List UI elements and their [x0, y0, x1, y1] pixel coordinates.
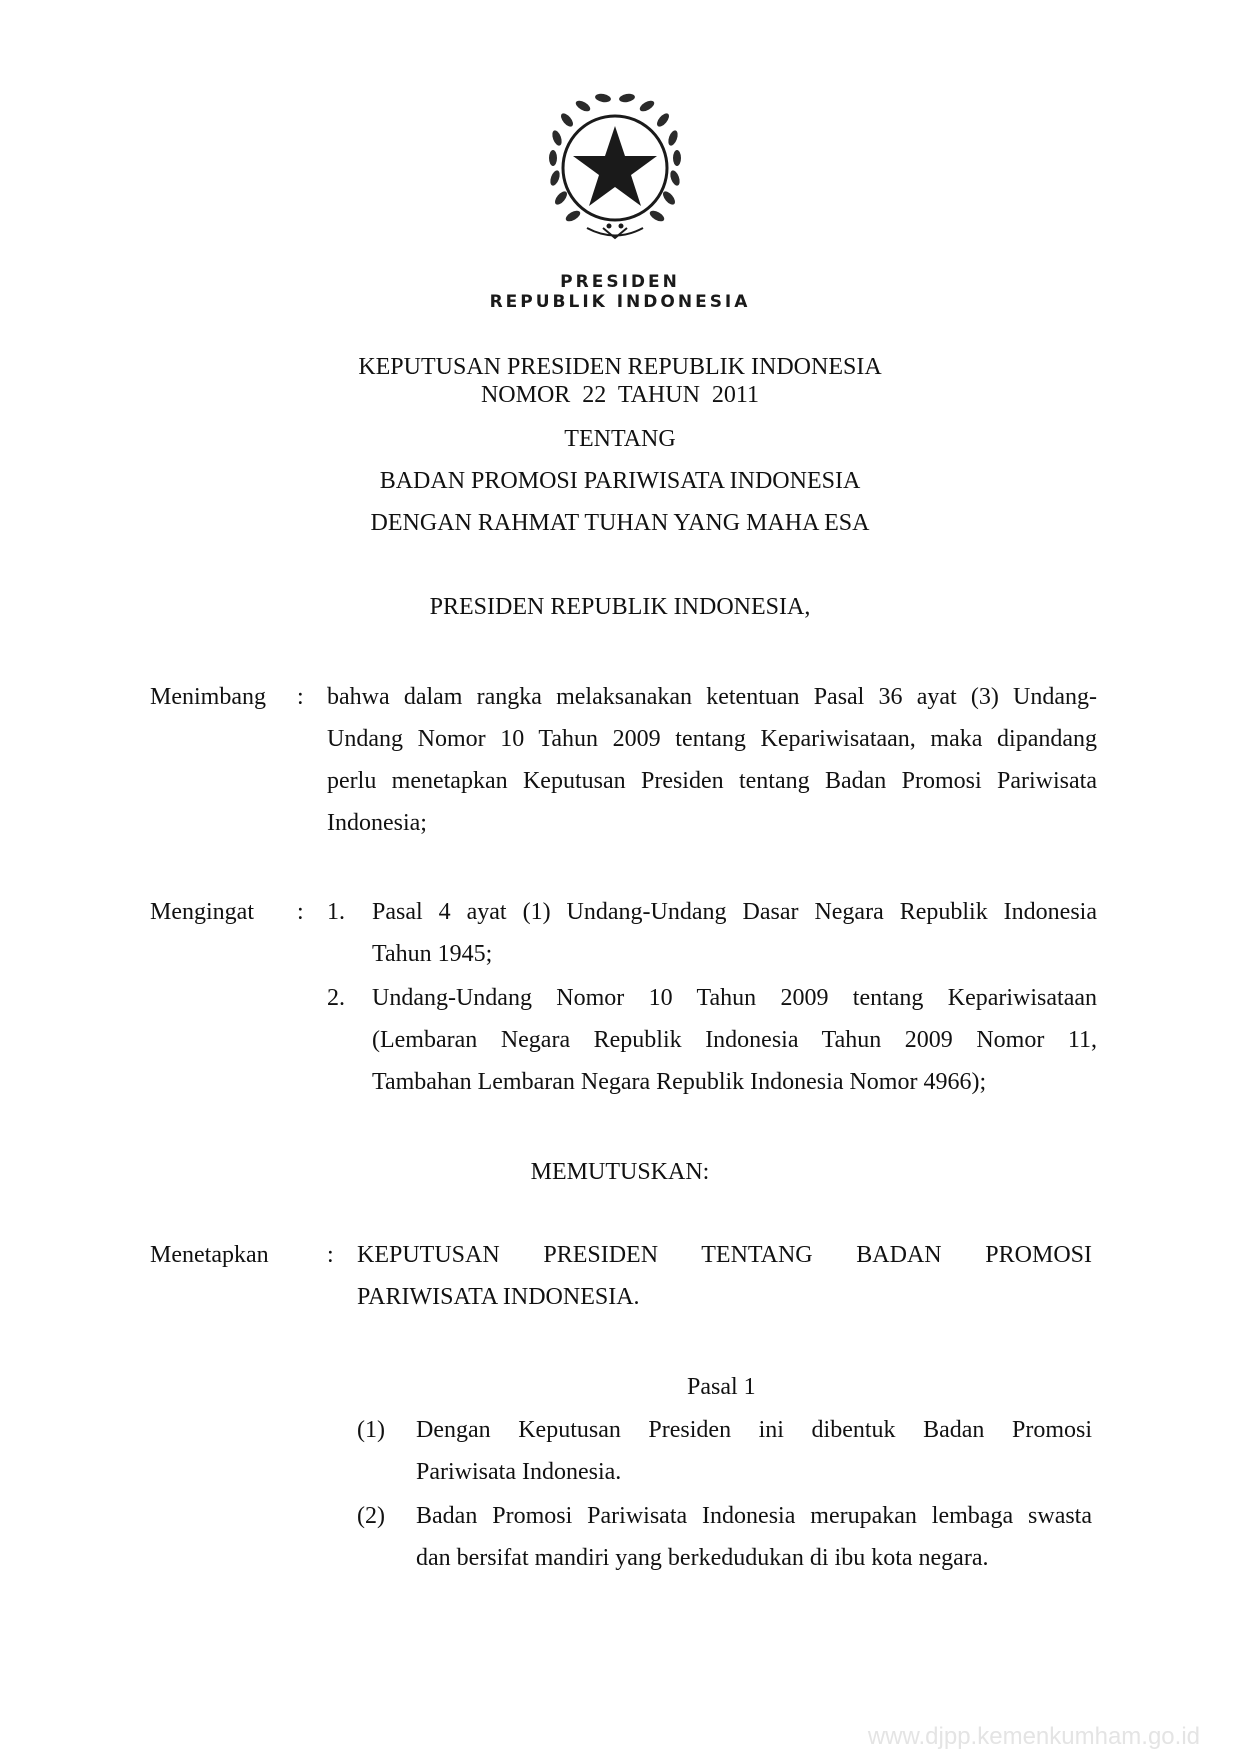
- mengingat-item-line: Tambahan Lembaran Negara Republik Indonesia Nomor 4966);: [372, 1069, 987, 1095]
- pasal-title: Pasal 1: [687, 1374, 756, 1400]
- menimbang-line: perlu menetapkan Keputusan Presiden tentang Badan Promosi Pariwisata: [327, 768, 1097, 794]
- pasal-item-number: (1): [357, 1417, 385, 1443]
- menimbang-colon: :: [297, 684, 304, 710]
- mengingat-label: Mengingat: [150, 899, 254, 925]
- mengingat-item-number: 1.: [327, 899, 345, 925]
- mengingat-item-line: Undang-Undang Nomor 10 Tahun 2009 tentang Kepariwisataan: [372, 985, 1097, 1011]
- pasal-item-line: Dengan Keputusan Presiden ini dibentuk Badan Promosi: [416, 1417, 1092, 1443]
- emblem-caption-line2: REPUBLIK INDONESIA: [489, 292, 751, 312]
- watermark-url: www.djpp.kemenkumham.go.id: [867, 1723, 1200, 1750]
- menimbang-line: Indonesia;: [327, 810, 427, 836]
- pasal-item-line: Badan Promosi Pariwisata Indonesia merupakan lembaga swasta: [416, 1503, 1092, 1529]
- about-heading: TENTANG: [564, 426, 676, 452]
- mengingat-colon: :: [297, 899, 304, 925]
- pasal-item-number: (2): [357, 1503, 385, 1529]
- menimbang-line: bahwa dalam rangka melaksanakan ketentuan Pasal 36 ayat (3) Undang-: [327, 684, 1097, 710]
- menetapkan-colon: :: [327, 1242, 334, 1268]
- menetapkan-line: KEPUTUSAN PRESIDEN TENTANG BADAN PROMOSI: [357, 1242, 1092, 1268]
- memutuskan-heading: MEMUTUSKAN:: [530, 1159, 710, 1185]
- pasal-item-line: Pariwisata Indonesia.: [416, 1459, 622, 1485]
- pasal-item-line: dan bersifat mandiri yang berkedudukan di ibu kota negara.: [416, 1545, 989, 1571]
- issuer-heading: PRESIDEN REPUBLIK INDONESIA,: [429, 594, 811, 620]
- document-number: NOMOR 22 TAHUN 2011: [480, 382, 760, 408]
- document-title: KEPUTUSAN PRESIDEN REPUBLIK INDONESIA: [358, 354, 882, 380]
- garuda-star-emblem-icon: [525, 78, 705, 258]
- emblem-caption-line1: PRESIDEN: [560, 272, 680, 292]
- invocation-heading: DENGAN RAHMAT TUHAN YANG MAHA ESA: [370, 510, 870, 536]
- mengingat-item-line: (Lembaran Negara Republik Indonesia Tahun 2009 Nomor 11,: [372, 1027, 1097, 1053]
- menimbang-label: Menimbang: [150, 684, 266, 710]
- menimbang-line: Undang Nomor 10 Tahun 2009 tentang Kepariwisataan, maka dipandang: [327, 726, 1097, 752]
- menetapkan-line: PARIWISATA INDONESIA.: [357, 1284, 640, 1310]
- mengingat-item-line: Tahun 1945;: [372, 941, 493, 967]
- mengingat-item-line: Pasal 4 ayat (1) Undang-Undang Dasar Negara Republik Indonesia: [372, 899, 1097, 925]
- mengingat-item-number: 2.: [327, 985, 345, 1011]
- subject-heading: BADAN PROMOSI PARIWISATA INDONESIA: [379, 468, 861, 494]
- menetapkan-label: Menetapkan: [150, 1242, 269, 1268]
